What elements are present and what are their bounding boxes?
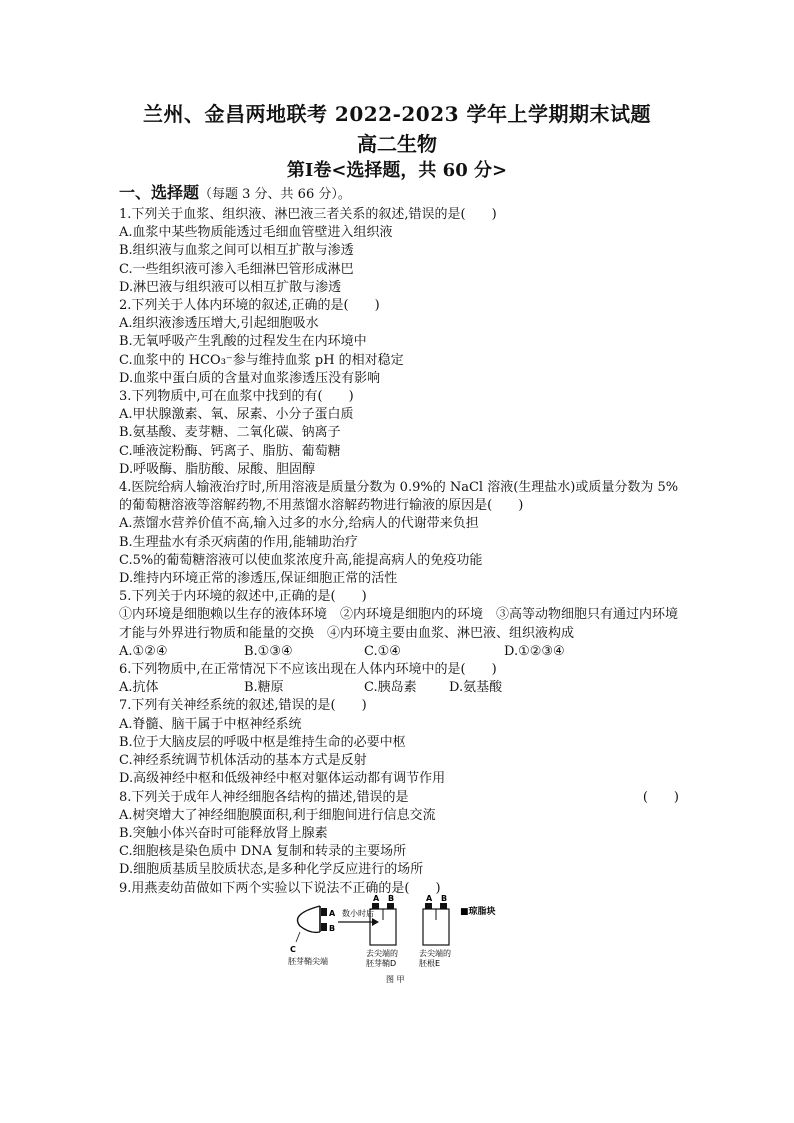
question-list — [119, 182, 679, 898]
question-stem: 8.下列关于成年人神经细胞各结构的描述,错误的是 — [119, 789, 409, 805]
question-stem: 1.下列关于血浆、组织液、淋巴液三者关系的叙述,错误的是( ) — [119, 207, 497, 222]
question-stem-row — [119, 789, 679, 807]
question-statements: ①内环境是细胞赖以生存的液体环境 ②内环境是细胞内的环境 ③高等动物细胞只有通过内环境才能与外界进行物质和能量的交换 ④内环境主要由血浆、淋巴液、组织液构成 — [119, 607, 679, 641]
question-stem: 5.下列关于内环境的叙述中,正确的是( ) — [119, 589, 367, 605]
option: B.氨基酸、麦芽糖、二氧化碳、钠离子 — [119, 425, 341, 441]
question-stem: 7.下列有关神经系统的叙述,错误的是( ) — [119, 698, 367, 714]
part-title: 第Ⅰ卷<选择题，共 60 分> — [286, 160, 508, 181]
label-e-line2: 胚根E — [419, 959, 441, 968]
option: B.组织液与血浆之间可以相互扩散与渗透 — [119, 243, 354, 259]
option: D.维持内环境正常的渗透压,保证细胞正常的活性 — [119, 571, 398, 587]
label-c: C — [290, 945, 296, 954]
agar-block-b — [321, 923, 327, 931]
option: D.高级神经中枢和低级神经中枢对躯体运动都有调节作用 — [119, 771, 446, 787]
option: A.抗体 — [119, 680, 159, 696]
option: B.①③④ — [244, 643, 293, 659]
option: A.血浆中某些物质能透过毛细血管壁进入组织液 — [119, 225, 393, 241]
section-title: 一、选择题 — [119, 183, 200, 202]
option: D.淋巴液与组织液可以相互扩散与渗透 — [119, 279, 342, 295]
question-stem: 2.下列关于人体内环境的叙述,正确的是( ) — [119, 298, 380, 314]
option-row — [119, 679, 679, 697]
option: B.糖原 — [244, 680, 284, 696]
option: C.唾液淀粉酶、钙离子、脂肪、葡萄糖 — [119, 443, 341, 459]
option: A.蒸馏水营养价值不高,输入过多的水分,给病人的代谢带来负担 — [119, 516, 479, 532]
option: A.①②④ — [119, 643, 168, 659]
option: C.一些组织液可渗入毛细淋巴管形成淋巴 — [119, 261, 354, 277]
label-b: B — [329, 924, 336, 933]
question-stem: 3.下列物质中,可在血浆中找到的有( ) — [119, 389, 354, 405]
agar-block-d-left — [372, 903, 379, 909]
option: A.甲状腺激素、氧、尿素、小分子蛋白质 — [119, 407, 354, 423]
label-d-line2: 胚芽鞘D — [366, 959, 397, 968]
answer-blank: ( ) — [642, 789, 679, 805]
label-tip: 胚芽鞘尖端 — [288, 957, 328, 966]
option: A.树突增大了神经细胞膜面积,利于细胞间进行信息交流 — [119, 807, 436, 823]
option: D.血浆中蛋白质的含量对血浆渗透压没有影响 — [119, 370, 381, 386]
option: D.呼吸酶、脂肪酸、尿酸、胆固醇 — [119, 461, 316, 477]
option: B.生理盐水有杀灭病菌的作用,能辅助治疗 — [119, 534, 358, 550]
option: C.5%的葡萄糖溶液可以使血浆浓度升高,能提高病人的免疫功能 — [119, 552, 483, 568]
question-stem: 9.用燕麦幼苗做如下两个实验以下说法不正确的是( ) — [119, 880, 441, 896]
label-b-d: B — [388, 894, 395, 903]
pointer-c — [296, 932, 300, 942]
label-e-line1: 去尖端的 — [419, 949, 451, 958]
option: D.细胞质基质呈胶质状态,是多种化学反应进行的场所 — [119, 862, 424, 878]
agar-block-a — [321, 908, 327, 916]
label-a-d: A — [373, 894, 380, 903]
option: C.血浆中的 HCO₃⁻参与维持血浆 pH 的相对稳定 — [119, 352, 404, 368]
option: B.位于大脑皮层的呼吸中枢是维持生命的必要中枢 — [119, 734, 406, 750]
agar-legend: ■琼脂块 — [460, 907, 496, 917]
option: A.组织液渗透压增大,引起细胞吸水 — [119, 316, 319, 332]
option: B.突触小体兴奋时可能释放肾上腺素 — [119, 825, 328, 841]
option: C.胰岛素 — [364, 680, 417, 696]
option: C.①④ — [364, 643, 401, 659]
question-stem: 6.下列物质中,在正常情况下不应该出现在人体内环境中的是( ) — [119, 662, 497, 678]
label-a: A — [329, 909, 336, 918]
arrow-label: 数小时后 — [342, 909, 374, 918]
label-d-line1: 去尖端的 — [366, 949, 398, 958]
agar-block-d-right — [387, 903, 394, 909]
figure-caption: 图 甲 — [386, 975, 405, 984]
arrow-head-icon — [372, 918, 379, 926]
experiment-figure — [280, 890, 540, 990]
exam-title: 兰州、金昌两地联考 2022-2023 学年上学期期末试题 — [142, 102, 652, 126]
question-stem: 4.医院给病人输液治疗时,所用溶液是质量分数为 0.9%的 NaCl 溶液(生理盐水)或质量分数为 5%的葡萄糖溶液等溶解药物,不用蒸馏水溶解药物进行输液的原因是( ) — [119, 480, 679, 514]
label-b-e: B — [441, 894, 448, 903]
label-a-e: A — [426, 894, 433, 903]
agar-block-e-right — [440, 903, 447, 909]
agar-block-e-left — [425, 903, 432, 909]
option: B.无氧呼吸产生乳酸的过程发生在内环境中 — [119, 334, 367, 350]
option: D.氨基酸 — [449, 680, 503, 696]
section-heading — [119, 182, 679, 206]
option: D.①②③④ — [504, 643, 565, 659]
option: C.神经系统调节机体活动的基本方式是反射 — [119, 753, 367, 769]
option-row — [119, 643, 679, 661]
section-note: （每题 3 分、共 66 分）。 — [199, 187, 351, 202]
subject-title: 高二生物 — [357, 132, 437, 156]
option: C.细胞核是染色质中 DNA 复制和转录的主要场所 — [119, 844, 407, 860]
coleoptile-tip-shape — [298, 906, 321, 932]
option: A.脊髓、脑干属于中枢神经系统 — [119, 716, 302, 732]
